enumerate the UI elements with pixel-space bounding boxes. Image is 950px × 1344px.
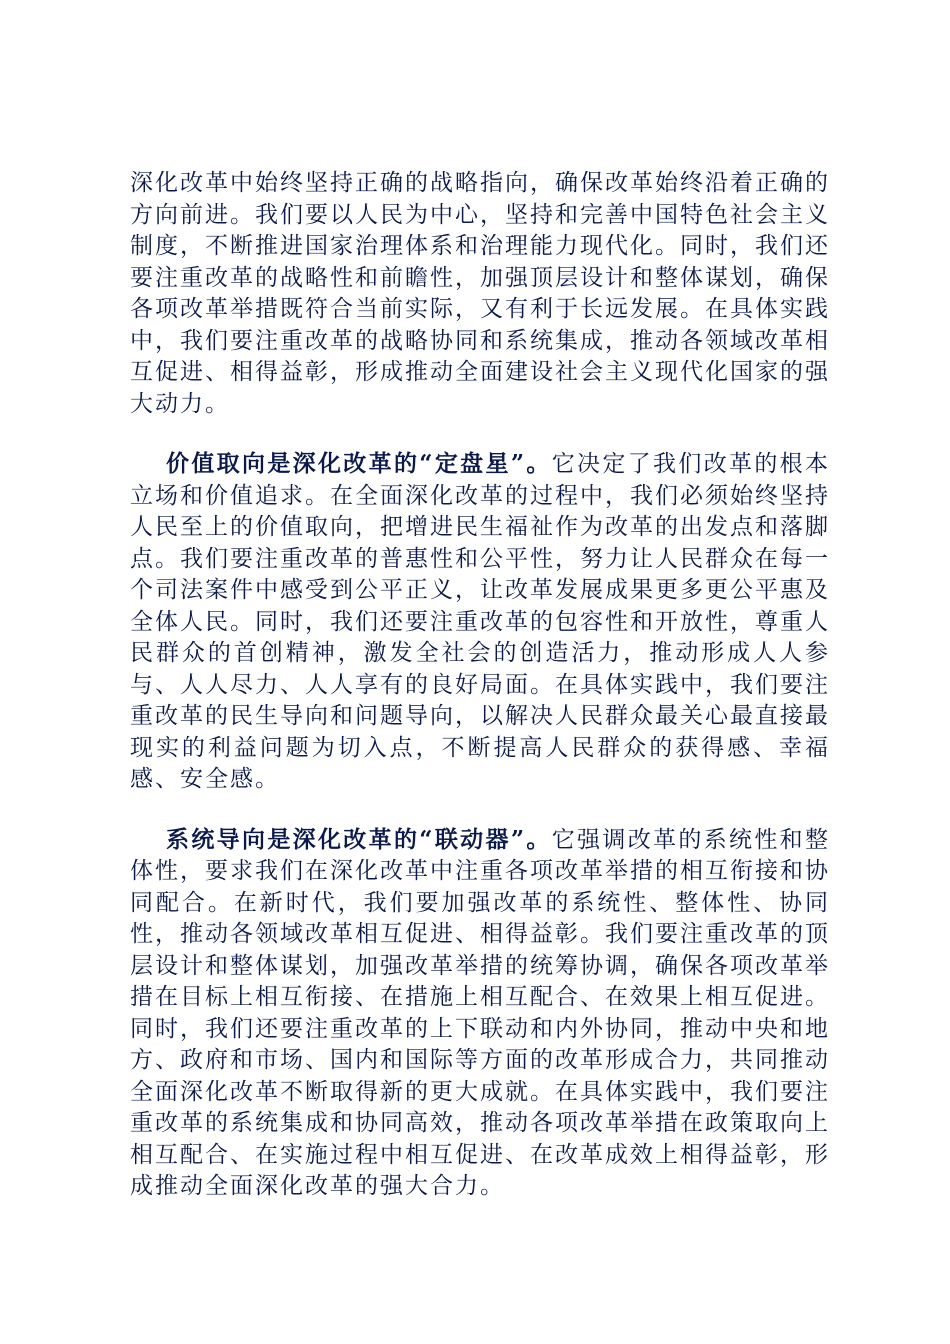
paragraph-heading: 价值取向是深化改革的“定盘星”。 xyxy=(166,450,552,477)
paragraph-text: 它决定了我们改革的根本立场和价值追求。在全面深化改革的过程中，我们必须始终坚持人民至上的价值取向，把增进民生福祉作为改革的出发点和落脚点。我们要注重改革的普惠性和公平性，努力让人民群众在每一个司法案件中感受到公平正义，让改革发展成果更多更公平惠及全体人民。同时，我们还要注重改革的包容性和开放性，尊重人民群众的首创精神，激发全社会的创造活力，推动形成人人参与、人人尽力、人人享有的良好局面。在具体实践中，我们要注重改革的民生导向和问题导向，以解决人民群众最关心最直接最现实的利益问题为切入点，不断提高人民群众的获得感、幸福感、安全感。 xyxy=(130,451,830,792)
paragraph-system-orientation xyxy=(130,824,830,1203)
paragraph-value-orientation xyxy=(130,448,830,796)
paragraph-heading: 系统导向是深化改革的“联动器”。 xyxy=(166,825,552,853)
document-body xyxy=(130,168,830,1203)
paragraph-text: 它强调改革的系统性和整体性，要求我们在深化改革中注重各项改革举措的相互衔接和协同配合。在新时代，我们要加强改革的系统性、整体性、协同性，推动各领域改革相互促进、相得益彰。我们要注重改革的顶层设计和整体谋划，加强改革举措的统筹协调，确保各项改革举措在目标上相互衔接、在措施上相互配合、在效果上相互促进。同时，我们还要注重改革的上下联动和内外协同，推动中央和地方、政府和市场、国内和国际等方面的改革形成合力，共同推动全面深化改革不断取得新的更大成就。在具体实践中，我们要注重改革的系统集成和协同高效，推动各项改革举措在政策取向上相互配合、在实施过程中相互促进、在改革成效上相得益彰，形成推动全面深化改革的强大合力。 xyxy=(130,826,830,1199)
paragraph-text: 深化改革中始终坚持正确的战略指向，确保改革始终沿着正确的方向前进。我们要以人民为中心，坚持和完善中国特色社会主义制度，不断推进国家治理体系和治理能力现代化。同时，我们还要注重改革的战略性和前瞻性，加强顶层设计和整体谋划，确保各项改革举措既符合当前实际，又有利于长远发展。在具体实践中，我们要注重改革的战略协同和系统集成，推动各领域改革相互促进、相得益彰，形成推动全面建设社会主义现代化国家的强大动力。 xyxy=(130,170,830,417)
paragraph-strategic-direction xyxy=(130,168,830,420)
